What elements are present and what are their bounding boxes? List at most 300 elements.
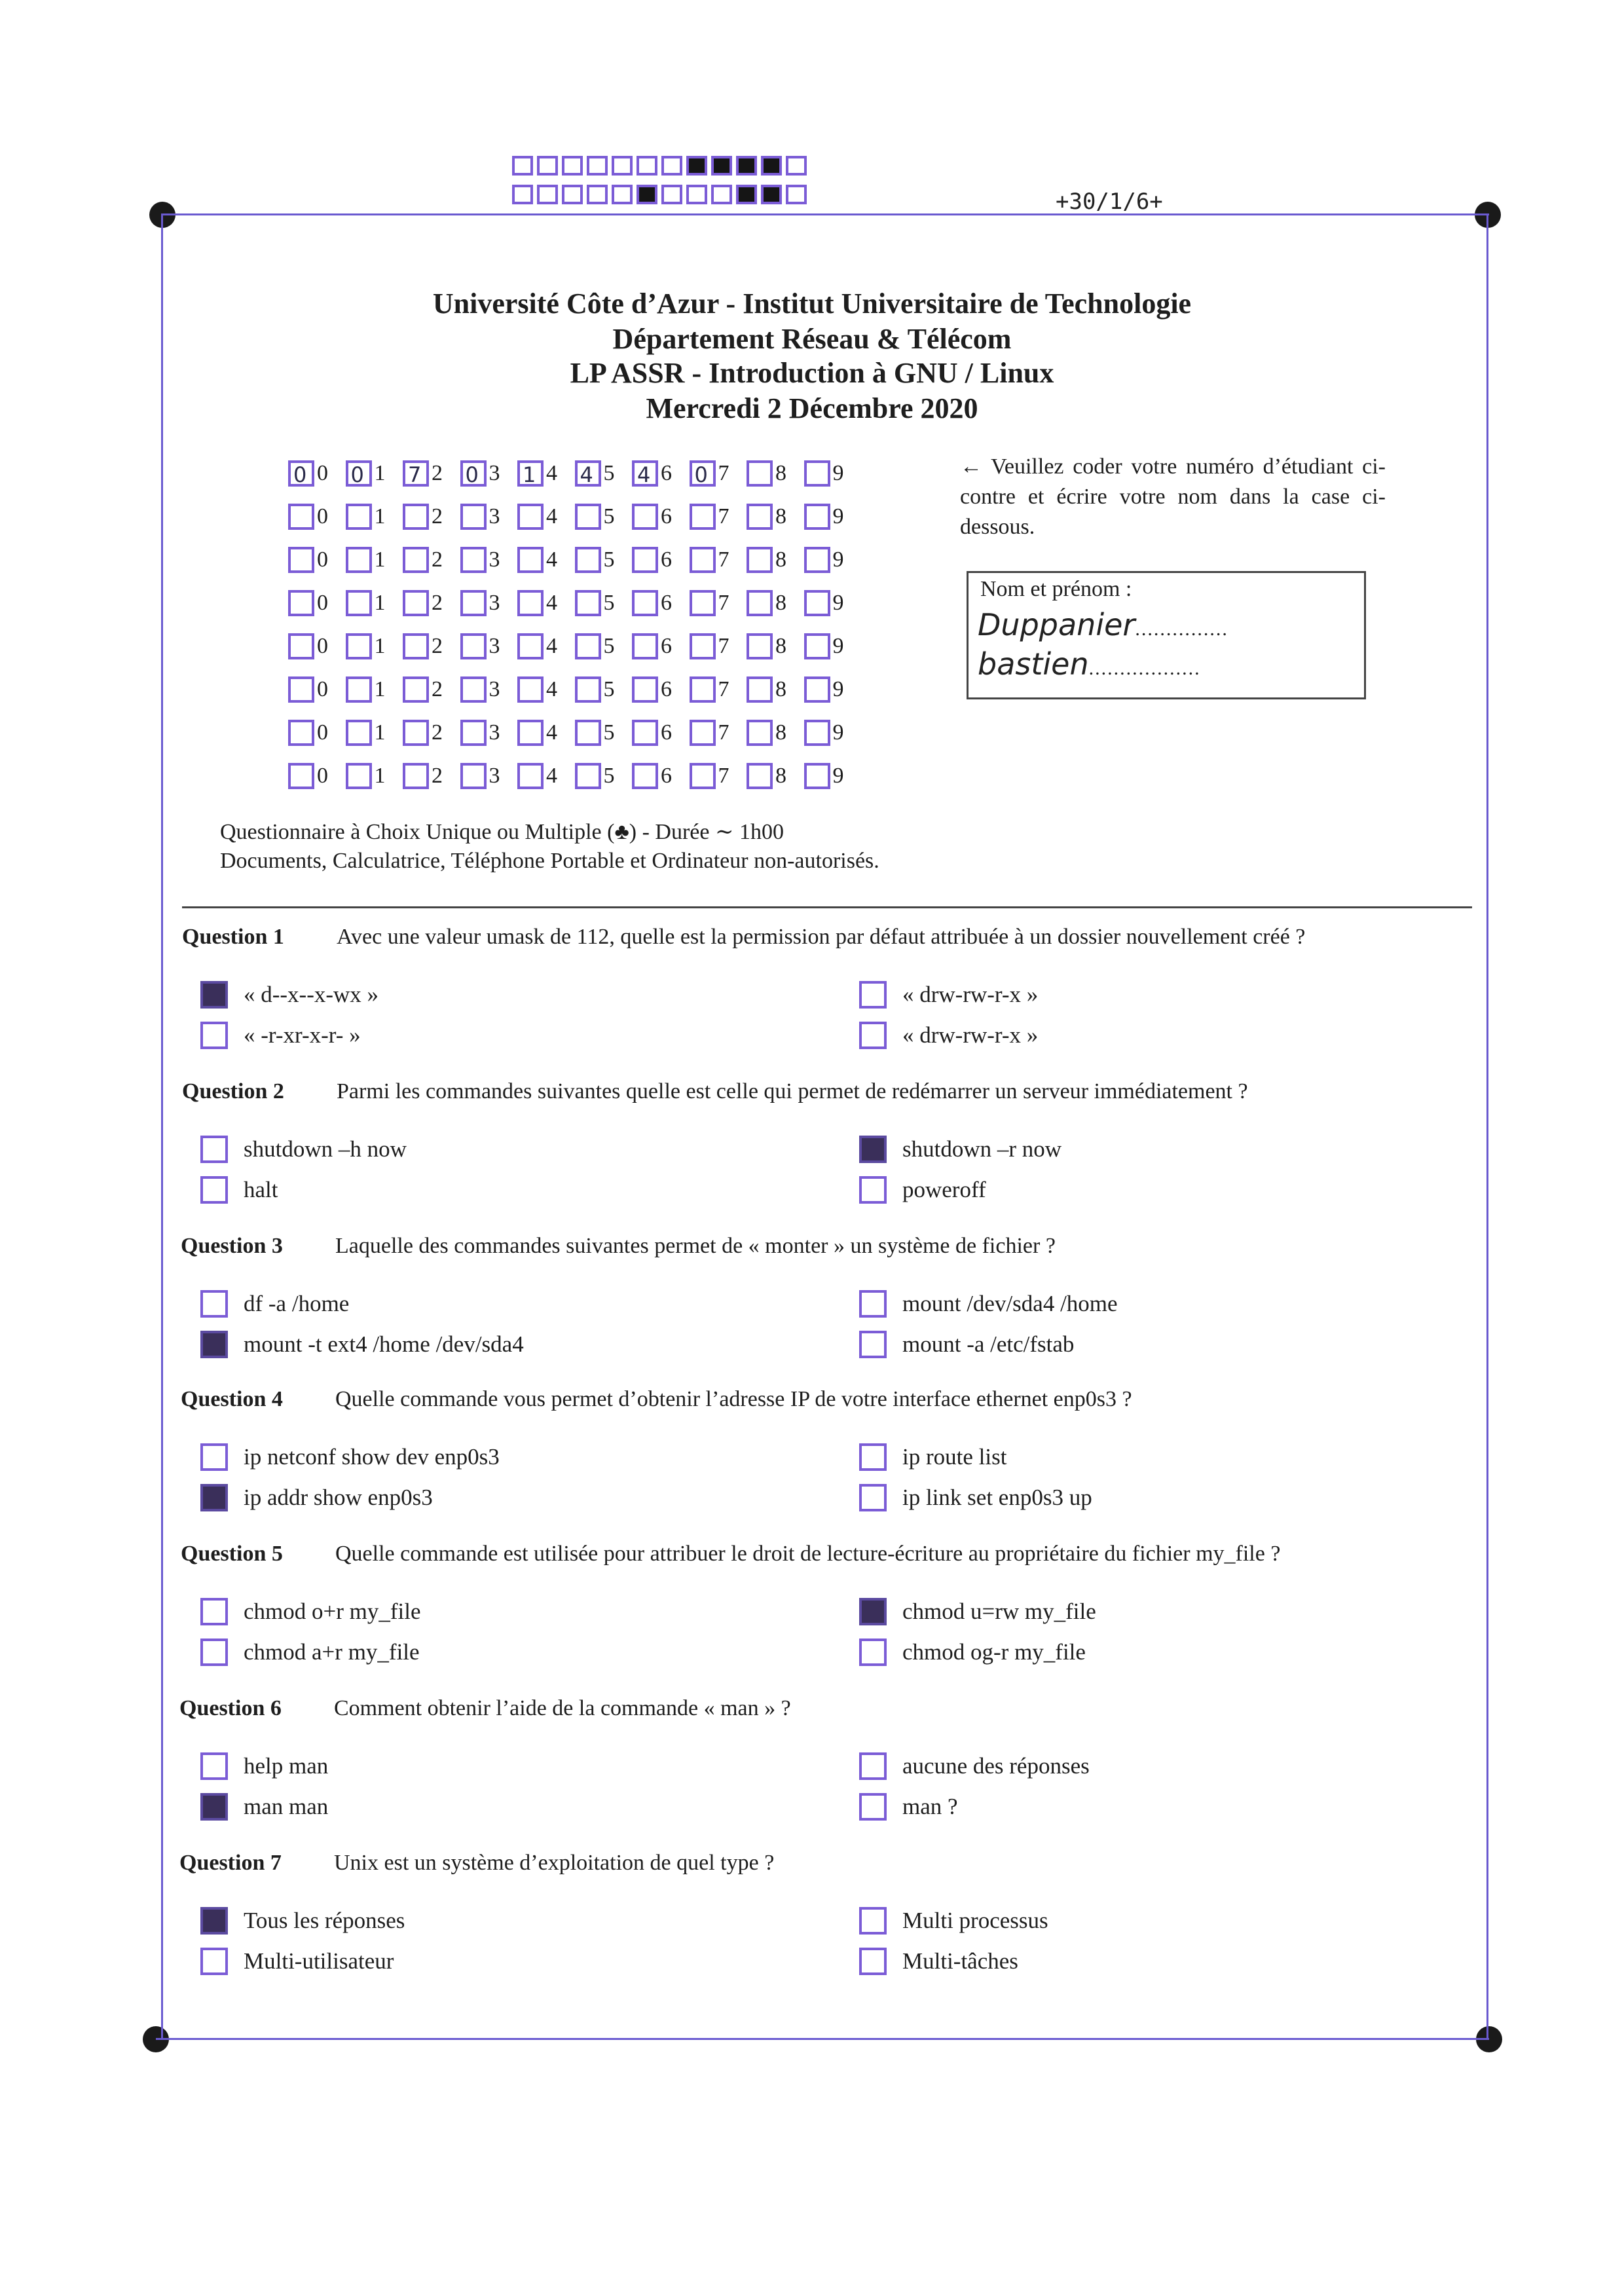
digit-checkbox[interactable] bbox=[575, 676, 601, 703]
question-6-choice[interactable] bbox=[200, 1752, 328, 1780]
choice-label: ip route list bbox=[902, 1444, 1007, 1470]
checkbox[interactable] bbox=[200, 1639, 228, 1666]
digit-checkbox[interactable] bbox=[804, 504, 830, 530]
digit-label: 9 bbox=[832, 720, 844, 745]
digit-checkbox[interactable] bbox=[403, 676, 429, 703]
student-number-instruction: ← Veuillez coder votre numéro d’étudiant ci-contre et écrire votre nom dans la case ci-dessous. bbox=[960, 454, 1386, 539]
digit-checkbox[interactable] bbox=[690, 590, 716, 616]
checkbox[interactable] bbox=[859, 1176, 887, 1204]
digit-label: 6 bbox=[661, 764, 672, 788]
digit-option bbox=[346, 547, 403, 573]
checkbox[interactable] bbox=[200, 1598, 228, 1625]
checked-checkbox[interactable] bbox=[200, 1907, 228, 1935]
handwritten-digit: 0 bbox=[694, 462, 708, 487]
frame-top bbox=[162, 213, 1489, 215]
question-2-title bbox=[182, 1079, 1248, 1104]
digit-option bbox=[804, 590, 862, 616]
digit-checkbox[interactable] bbox=[517, 504, 544, 530]
digit-checkbox[interactable] bbox=[690, 547, 716, 573]
checked-checkbox[interactable] bbox=[200, 1331, 228, 1358]
digit-label: 0 bbox=[317, 677, 328, 701]
digit-option bbox=[747, 720, 804, 746]
digit-option bbox=[747, 460, 804, 487]
digit-checkbox[interactable] bbox=[288, 590, 314, 616]
digit-checkbox[interactable] bbox=[575, 547, 601, 573]
digit-checkbox[interactable] bbox=[346, 763, 372, 789]
frame-right bbox=[1486, 213, 1488, 2039]
choice-label: shutdown –r now bbox=[902, 1136, 1062, 1162]
digit-checkbox[interactable] bbox=[690, 504, 716, 530]
digit-label: 2 bbox=[432, 591, 443, 615]
digit-checkbox[interactable] bbox=[575, 763, 601, 789]
question-1-choice[interactable] bbox=[859, 1022, 1038, 1049]
digit-label: 4 bbox=[546, 764, 557, 788]
digit-label: 2 bbox=[432, 504, 443, 528]
choice-label: chmod a+r my_file bbox=[244, 1639, 420, 1665]
question-4-choice[interactable] bbox=[200, 1484, 433, 1511]
digit-checkbox[interactable] bbox=[346, 590, 372, 616]
digit-label: 0 bbox=[317, 461, 328, 485]
question-6-choice[interactable] bbox=[859, 1793, 958, 1821]
digit-option bbox=[346, 676, 403, 703]
digit-checkbox[interactable] bbox=[460, 547, 487, 573]
digit-option bbox=[403, 504, 460, 530]
digit-label: 9 bbox=[832, 461, 844, 485]
digit-label: 1 bbox=[374, 504, 386, 528]
digit-checkbox[interactable] bbox=[346, 504, 372, 530]
digit-option bbox=[517, 547, 575, 573]
digit-option bbox=[747, 590, 804, 616]
choice-label: mount -a /etc/fstab bbox=[902, 1331, 1075, 1357]
digit-label: 6 bbox=[661, 504, 672, 528]
checkbox[interactable] bbox=[859, 1022, 887, 1049]
digit-label: 2 bbox=[432, 461, 443, 485]
digit-checkbox[interactable] bbox=[690, 676, 716, 703]
choice-label: poweroff bbox=[902, 1177, 986, 1202]
digit-checkbox[interactable] bbox=[804, 720, 830, 746]
question-5-choice[interactable] bbox=[859, 1639, 1086, 1666]
barcode-cell bbox=[736, 156, 757, 176]
digit-checkbox[interactable] bbox=[632, 504, 658, 530]
digit-label: 6 bbox=[661, 547, 672, 572]
question-text: Unix est un système d’exploitation de quel type ? bbox=[334, 1851, 775, 1875]
digit-checkbox[interactable] bbox=[403, 633, 429, 659]
digit-option bbox=[632, 676, 690, 703]
choice-label: chmod o+r my_file bbox=[244, 1599, 421, 1624]
barcode-cell bbox=[686, 185, 707, 204]
question-6-choice[interactable] bbox=[200, 1793, 328, 1821]
checkbox[interactable] bbox=[200, 1290, 228, 1318]
digit-checkbox[interactable] bbox=[690, 763, 716, 789]
digit-checkbox[interactable] bbox=[747, 504, 773, 530]
digit-label: 9 bbox=[832, 677, 844, 701]
digit-option bbox=[403, 590, 460, 616]
student-number-row bbox=[288, 538, 861, 582]
digit-checkbox[interactable] bbox=[690, 720, 716, 746]
digit-label: 9 bbox=[832, 547, 844, 572]
checked-checkbox[interactable] bbox=[200, 981, 228, 1009]
header-department: Département Réseau & Télécom bbox=[612, 323, 1012, 355]
question-7-choice[interactable] bbox=[200, 1907, 405, 1935]
question-3-choice[interactable] bbox=[859, 1290, 1118, 1318]
digit-label: 3 bbox=[489, 720, 500, 745]
digit-checkbox[interactable] bbox=[346, 460, 372, 487]
digit-checkbox[interactable] bbox=[517, 547, 544, 573]
digit-checkbox[interactable] bbox=[517, 676, 544, 703]
barcode-cell bbox=[761, 156, 782, 176]
digit-option bbox=[747, 547, 804, 573]
question-2-choice[interactable] bbox=[200, 1176, 278, 1204]
checkbox[interactable] bbox=[200, 1136, 228, 1163]
digit-checkbox[interactable] bbox=[460, 633, 487, 659]
digit-checkbox[interactable] bbox=[288, 763, 314, 789]
name-box-label: Nom et prénom : bbox=[980, 577, 1132, 601]
choice-label: df -a /home bbox=[244, 1291, 350, 1316]
choice-label: « d--x--x-wx » bbox=[244, 982, 379, 1007]
digit-label: 2 bbox=[432, 634, 443, 658]
digit-option bbox=[288, 460, 346, 487]
checkbox[interactable] bbox=[859, 1948, 887, 1975]
checkbox[interactable] bbox=[200, 1948, 228, 1975]
digit-label: 3 bbox=[489, 461, 500, 485]
digit-checkbox[interactable] bbox=[632, 460, 658, 487]
digit-option bbox=[346, 460, 403, 487]
digit-checkbox[interactable] bbox=[804, 676, 830, 703]
digit-label: 5 bbox=[603, 461, 615, 485]
digit-option bbox=[403, 763, 460, 789]
digit-checkbox[interactable] bbox=[460, 460, 487, 487]
digit-option bbox=[747, 633, 804, 659]
digit-option bbox=[460, 676, 518, 703]
digit-checkbox[interactable] bbox=[575, 590, 601, 616]
digit-checkbox[interactable] bbox=[460, 676, 487, 703]
question-1-choice[interactable] bbox=[200, 1022, 361, 1049]
digit-option bbox=[517, 590, 575, 616]
choice-label: man ? bbox=[902, 1794, 958, 1819]
digit-label: 2 bbox=[432, 547, 443, 572]
digit-label: 8 bbox=[775, 720, 786, 745]
name-box bbox=[967, 571, 1366, 699]
digit-label: 4 bbox=[546, 720, 557, 745]
checkbox[interactable] bbox=[859, 1907, 887, 1935]
question-number: Question 2 bbox=[182, 1079, 284, 1103]
digit-checkbox[interactable] bbox=[804, 547, 830, 573]
question-3-choice[interactable] bbox=[859, 1331, 1074, 1358]
question-7-choice[interactable] bbox=[859, 1907, 1048, 1935]
checked-checkbox[interactable] bbox=[200, 1484, 228, 1511]
barcode-cell bbox=[661, 156, 682, 176]
digit-checkbox[interactable] bbox=[804, 590, 830, 616]
digit-option bbox=[288, 720, 346, 746]
digit-label: 6 bbox=[661, 461, 672, 485]
digit-checkbox[interactable] bbox=[403, 547, 429, 573]
choice-label: « drw-rw-r-x » bbox=[902, 982, 1039, 1007]
barcode-cell bbox=[786, 185, 807, 204]
checkbox[interactable] bbox=[200, 1752, 228, 1780]
question-text: Comment obtenir l’aide de la commande « man » ? bbox=[334, 1696, 791, 1720]
digit-checkbox[interactable] bbox=[460, 504, 487, 530]
question-4-choice[interactable] bbox=[859, 1443, 1006, 1471]
digit-checkbox[interactable] bbox=[346, 547, 372, 573]
digit-checkbox[interactable] bbox=[747, 460, 773, 487]
checkbox[interactable] bbox=[859, 1752, 887, 1780]
digit-label: 8 bbox=[775, 547, 786, 572]
question-5-choice[interactable] bbox=[200, 1639, 420, 1666]
question-2-choice[interactable] bbox=[859, 1176, 986, 1204]
barcode-cell bbox=[512, 185, 533, 204]
separator-line bbox=[182, 906, 1472, 908]
digit-checkbox[interactable] bbox=[403, 460, 429, 487]
digit-checkbox[interactable] bbox=[288, 633, 314, 659]
digit-label: 2 bbox=[432, 720, 443, 745]
digit-checkbox[interactable] bbox=[288, 547, 314, 573]
barcode-cell bbox=[612, 185, 633, 204]
checkbox[interactable] bbox=[200, 1443, 228, 1471]
digit-option bbox=[575, 633, 633, 659]
digit-label: 1 bbox=[374, 591, 386, 615]
digit-option bbox=[804, 504, 862, 530]
digit-label: 9 bbox=[832, 634, 844, 658]
student-number-grid bbox=[288, 452, 861, 798]
digit-label: 0 bbox=[317, 591, 328, 615]
checkbox[interactable] bbox=[859, 1484, 887, 1511]
digit-option bbox=[403, 720, 460, 746]
question-7-choice[interactable] bbox=[200, 1948, 394, 1975]
digit-option bbox=[632, 633, 690, 659]
digit-label: 6 bbox=[661, 591, 672, 615]
digit-option bbox=[804, 633, 862, 659]
digit-checkbox[interactable] bbox=[690, 460, 716, 487]
digit-label: 0 bbox=[317, 764, 328, 788]
digit-checkbox[interactable] bbox=[460, 763, 487, 789]
digit-checkbox[interactable] bbox=[517, 590, 544, 616]
digit-option bbox=[632, 547, 690, 573]
digit-checkbox[interactable] bbox=[346, 676, 372, 703]
handwritten-digit: 4 bbox=[580, 462, 593, 487]
question-6-title bbox=[179, 1696, 791, 1721]
checkbox[interactable] bbox=[859, 1331, 887, 1358]
digit-label: 9 bbox=[832, 504, 844, 528]
barcode-cell bbox=[562, 185, 583, 204]
digit-label: 3 bbox=[489, 504, 500, 528]
digit-label: 8 bbox=[775, 764, 786, 788]
barcode-cell bbox=[637, 185, 657, 204]
handwritten-digit: 1 bbox=[523, 462, 536, 487]
digit-label: 7 bbox=[718, 504, 729, 528]
choice-label: chmod u=rw my_file bbox=[902, 1599, 1096, 1624]
digit-checkbox[interactable] bbox=[632, 547, 658, 573]
dotted-line: .................. bbox=[1088, 657, 1201, 679]
digit-checkbox[interactable] bbox=[804, 460, 830, 487]
digit-checkbox[interactable] bbox=[346, 720, 372, 746]
digit-checkbox[interactable] bbox=[632, 676, 658, 703]
digit-label: 5 bbox=[603, 504, 615, 528]
digit-option bbox=[632, 460, 690, 487]
barcode-cell bbox=[686, 156, 707, 176]
digit-option bbox=[747, 763, 804, 789]
digit-checkbox[interactable] bbox=[288, 676, 314, 703]
student-number-row bbox=[288, 495, 861, 538]
checkbox[interactable] bbox=[200, 1176, 228, 1204]
digit-label: 1 bbox=[374, 634, 386, 658]
question-5-choice[interactable] bbox=[200, 1598, 421, 1625]
name-line-1[interactable] bbox=[978, 607, 1228, 642]
digit-checkbox[interactable] bbox=[632, 590, 658, 616]
barcode-cell bbox=[512, 156, 533, 176]
digit-checkbox[interactable] bbox=[460, 720, 487, 746]
header-university: Université Côte d’Azur - Institut Universitaire de Technologie bbox=[432, 287, 1192, 320]
digit-option bbox=[346, 633, 403, 659]
digit-checkbox[interactable] bbox=[747, 763, 773, 789]
digit-label: 7 bbox=[718, 720, 729, 745]
digit-label: 8 bbox=[775, 461, 786, 485]
question-2-choice[interactable] bbox=[859, 1136, 1061, 1163]
digit-label: 8 bbox=[775, 591, 786, 615]
barcode-cell bbox=[761, 185, 782, 204]
student-number-row bbox=[288, 711, 861, 754]
digit-label: 1 bbox=[374, 547, 386, 572]
checkbox[interactable] bbox=[859, 1793, 887, 1821]
digit-checkbox[interactable] bbox=[632, 720, 658, 746]
handwritten-digit: 0 bbox=[293, 462, 307, 487]
digit-option bbox=[346, 504, 403, 530]
digit-label: 5 bbox=[603, 634, 615, 658]
digit-option bbox=[575, 676, 633, 703]
digit-label: 8 bbox=[775, 504, 786, 528]
digit-checkbox[interactable] bbox=[747, 720, 773, 746]
question-number: Question 5 bbox=[181, 1542, 283, 1566]
digit-option bbox=[690, 504, 747, 530]
digit-option bbox=[460, 633, 518, 659]
digit-checkbox[interactable] bbox=[747, 676, 773, 703]
handwritten-firstname: bastien bbox=[978, 646, 1089, 682]
digit-label: 6 bbox=[661, 634, 672, 658]
name-line-2[interactable] bbox=[978, 646, 1201, 682]
digit-checkbox[interactable] bbox=[460, 590, 487, 616]
question-number: Question 6 bbox=[179, 1696, 282, 1720]
choice-label: shutdown –h now bbox=[244, 1136, 407, 1162]
header-course: LP ASSR - Introduction à GNU / Linux bbox=[570, 357, 1054, 389]
checkbox[interactable] bbox=[859, 1443, 887, 1471]
question-2-choice[interactable] bbox=[200, 1136, 407, 1163]
question-3-choice[interactable] bbox=[200, 1331, 524, 1358]
digit-label: 5 bbox=[603, 591, 615, 615]
digit-option bbox=[517, 763, 575, 789]
choice-label: ip netconf show dev enp0s3 bbox=[244, 1444, 500, 1470]
digit-option bbox=[460, 590, 518, 616]
checkbox[interactable] bbox=[200, 1022, 228, 1049]
digit-option bbox=[288, 547, 346, 573]
digit-label: 6 bbox=[661, 677, 672, 701]
checkbox[interactable] bbox=[859, 1290, 887, 1318]
dotted-line: ............... bbox=[1135, 618, 1228, 640]
digit-checkbox[interactable] bbox=[575, 460, 601, 487]
digit-label: 0 bbox=[317, 547, 328, 572]
barcode-cell bbox=[537, 156, 558, 176]
header-date: Mercredi 2 Décembre 2020 bbox=[646, 392, 978, 424]
checked-checkbox[interactable] bbox=[200, 1793, 228, 1821]
digit-checkbox[interactable] bbox=[632, 633, 658, 659]
question-text: Laquelle des commandes suivantes permet de « monter » un système de fichier ? bbox=[335, 1234, 1056, 1258]
digit-label: 6 bbox=[661, 720, 672, 745]
exam-rules-notice: Documents, Calculatrice, Téléphone Portable et Ordinateur non-autorisés. bbox=[220, 849, 879, 873]
exam-format-notice: Questionnaire à Choix Unique ou Multiple (♣) - Durée ∼ 1h00 bbox=[220, 820, 784, 844]
digit-checkbox[interactable] bbox=[403, 720, 429, 746]
choice-label: « drw-rw-r-x » bbox=[902, 1022, 1039, 1048]
digit-label: 7 bbox=[718, 591, 729, 615]
choice-label: chmod og-r my_file bbox=[902, 1639, 1086, 1665]
question-7-choice[interactable] bbox=[859, 1948, 1018, 1975]
digit-option bbox=[517, 720, 575, 746]
question-4-choice[interactable] bbox=[200, 1443, 500, 1471]
digit-checkbox[interactable] bbox=[632, 763, 658, 789]
digit-checkbox[interactable] bbox=[517, 763, 544, 789]
digit-checkbox[interactable] bbox=[517, 633, 544, 659]
digit-checkbox[interactable] bbox=[403, 590, 429, 616]
checked-checkbox[interactable] bbox=[859, 1136, 887, 1163]
choice-label: Multi-tâches bbox=[902, 1948, 1018, 1974]
digit-label: 4 bbox=[546, 677, 557, 701]
checkbox[interactable] bbox=[859, 981, 887, 1009]
digit-option bbox=[517, 460, 575, 487]
question-5-choice[interactable] bbox=[859, 1598, 1096, 1625]
barcode-cell bbox=[537, 185, 558, 204]
digit-label: 8 bbox=[775, 634, 786, 658]
handwritten-digit: 0 bbox=[465, 462, 479, 487]
question-6-choice[interactable] bbox=[859, 1752, 1090, 1780]
choice-label: mount -t ext4 /home /dev/sda4 bbox=[244, 1331, 524, 1357]
question-number: Question 1 bbox=[182, 925, 284, 949]
digit-checkbox[interactable] bbox=[346, 633, 372, 659]
digit-checkbox[interactable] bbox=[804, 633, 830, 659]
question-1-choice[interactable] bbox=[200, 981, 378, 1009]
checkbox[interactable] bbox=[859, 1639, 887, 1666]
digit-option bbox=[747, 504, 804, 530]
digit-checkbox[interactable] bbox=[288, 504, 314, 530]
digit-checkbox[interactable] bbox=[403, 504, 429, 530]
digit-option bbox=[690, 547, 747, 573]
question-number: Question 4 bbox=[181, 1387, 283, 1411]
digit-checkbox[interactable] bbox=[747, 547, 773, 573]
digit-label: 9 bbox=[832, 764, 844, 788]
question-4-choice[interactable] bbox=[859, 1484, 1092, 1511]
digit-checkbox[interactable] bbox=[288, 720, 314, 746]
digit-label: 3 bbox=[489, 634, 500, 658]
digit-checkbox[interactable] bbox=[804, 763, 830, 789]
checked-checkbox[interactable] bbox=[859, 1598, 887, 1625]
digit-option bbox=[632, 720, 690, 746]
digit-checkbox[interactable] bbox=[690, 633, 716, 659]
digit-checkbox[interactable] bbox=[575, 633, 601, 659]
digit-checkbox[interactable] bbox=[575, 720, 601, 746]
question-3-choice[interactable] bbox=[200, 1290, 349, 1318]
digit-checkbox[interactable] bbox=[747, 590, 773, 616]
digit-checkbox[interactable] bbox=[517, 720, 544, 746]
digit-checkbox[interactable] bbox=[575, 504, 601, 530]
question-1-choice[interactable] bbox=[859, 981, 1038, 1009]
digit-option bbox=[690, 676, 747, 703]
digit-option bbox=[747, 676, 804, 703]
digit-label: 7 bbox=[718, 547, 729, 572]
frame-bottom bbox=[156, 2038, 1489, 2040]
digit-label: 0 bbox=[317, 504, 328, 528]
digit-checkbox[interactable] bbox=[403, 763, 429, 789]
digit-checkbox[interactable] bbox=[747, 633, 773, 659]
digit-checkbox[interactable] bbox=[517, 460, 544, 487]
digit-checkbox[interactable] bbox=[288, 460, 314, 487]
digit-label: 3 bbox=[489, 677, 500, 701]
digit-option bbox=[690, 633, 747, 659]
